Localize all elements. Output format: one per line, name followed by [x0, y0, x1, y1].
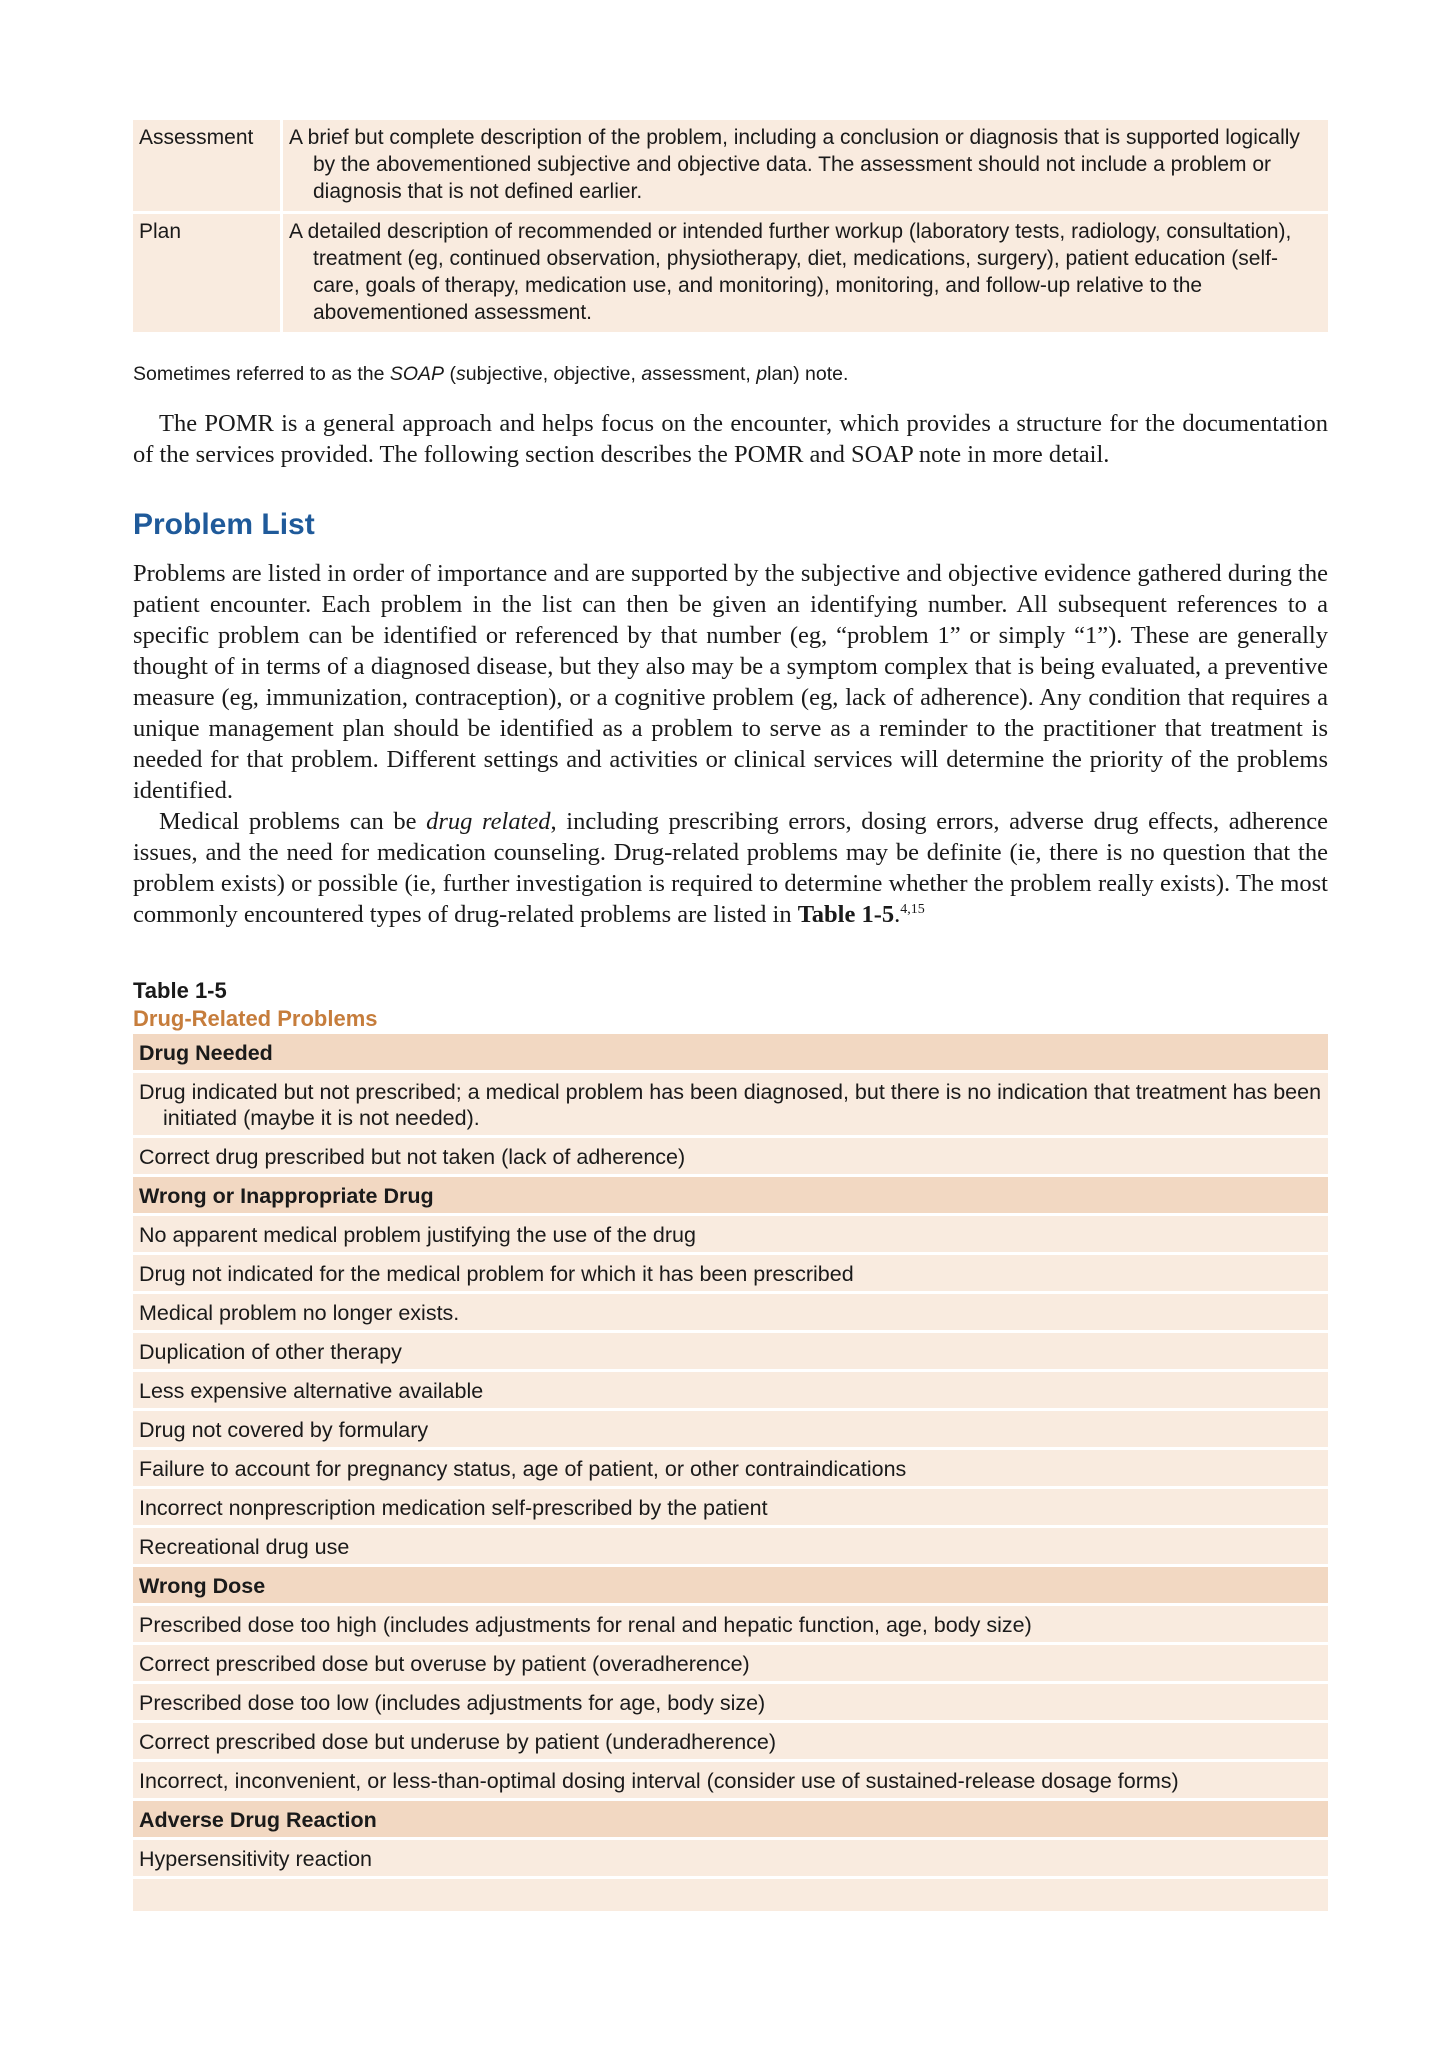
table-row: [133, 1072, 1328, 1137]
table-row: [133, 1137, 1328, 1176]
table-row: [133, 1722, 1328, 1761]
table-cell-text: Correct prescribed dose but overuse by patient (overadherence): [139, 1652, 750, 1676]
footnote-text: ubjective,: [465, 363, 554, 385]
table-row: [133, 1410, 1328, 1449]
footnote-text: bjective,: [564, 363, 642, 385]
soap-row-plan: [133, 213, 1328, 334]
table-cell-text: Drug not indicated for the medical problem for which it has been prescribed: [139, 1262, 854, 1286]
table-row: [133, 1215, 1328, 1254]
citation: 4,15: [900, 901, 925, 917]
footnote-letter: a: [641, 363, 653, 385]
table-row: [133, 1371, 1328, 1410]
table-cell: [133, 1410, 1328, 1449]
table-cell-text: Failure to account for pregnancy status, age of patient, or other contraindications: [139, 1457, 907, 1481]
table-row: [133, 1644, 1328, 1683]
table-cell: [133, 1254, 1328, 1293]
table-cell-text: Drug indicated but not prescribed; a medical problem has been diagnosed, but there is no indication that treatment has been initiated (maybe it is not needed).: [139, 1080, 1322, 1130]
table-label: Table 1-5: [133, 978, 227, 1003]
table-cell-text: Recreational drug use: [139, 1535, 350, 1559]
table-reference: Table 1-5: [797, 901, 895, 928]
intro-paragraph: The POMR is a general approach and helps focus on the encounter, which provides a structure for the documentation of the services provided. The following section describes the POMR and SOAP note in more detail.: [133, 410, 1328, 468]
table-cell-text: Medical problem no longer exists.: [139, 1301, 460, 1325]
paragraph-italic: drug related: [426, 808, 551, 835]
table-cell: [133, 1034, 1328, 1072]
paragraph-text: Medical problems can be: [159, 808, 427, 835]
table-cell: [133, 1605, 1328, 1644]
drug-related-problems-table: [133, 1034, 1328, 1914]
table-cell-text: Drug not covered by formulary: [139, 1418, 429, 1442]
table-cell-text: Correct prescribed dose but underuse by patient (underadherence): [139, 1730, 777, 1754]
footnote-letter: s: [455, 363, 466, 385]
table-row: [133, 1839, 1328, 1878]
table-footnote: [133, 363, 1328, 386]
table-row: [133, 1761, 1328, 1800]
soap-term: Plan: [133, 213, 282, 334]
table-section-header: [133, 1034, 1328, 1072]
table-cell-text: Drug Needed: [139, 1041, 273, 1065]
table-cell-text: Hypersensitivity reaction: [139, 1847, 373, 1871]
table-cell-text: Incorrect, inconvenient, or less-than-optimal dosing interval (consider use of sustained-release dosage forms): [139, 1769, 1179, 1793]
table-row: [133, 1332, 1328, 1371]
table-cell-text: Wrong Dose: [139, 1574, 266, 1598]
footnote-letter: p: [756, 363, 768, 385]
table-cell: [133, 1488, 1328, 1527]
paragraph-text: .: [894, 901, 901, 928]
table-cell-text: Less expensive alternative available: [139, 1379, 484, 1403]
table-cell-text: No apparent medical problem justifying the use of the drug: [139, 1223, 696, 1247]
table-row: [133, 1254, 1328, 1293]
table-section-header: [133, 1800, 1328, 1839]
table-cell: [133, 1449, 1328, 1488]
table-cell: [133, 1137, 1328, 1176]
table-row: [133, 1527, 1328, 1566]
table-row: [133, 1605, 1328, 1644]
table-row-empty: [133, 1878, 1328, 1913]
table-cell: [133, 1072, 1328, 1137]
table-cell-text: Prescribed dose too low (includes adjustments for age, body size): [139, 1691, 766, 1715]
table-cell: [133, 1566, 1328, 1605]
footnote-text: lan) note.: [767, 363, 849, 385]
table-cell: [133, 1761, 1328, 1800]
table-cell: [133, 1176, 1328, 1215]
table-cell: [133, 1527, 1328, 1566]
footnote-text: Sometimes referred to as the: [133, 363, 390, 385]
table-row: [133, 1449, 1328, 1488]
problem-paragraph-1: Problems are listed in order of importance and are supported by the subjective and objective evidence gathered during the patient encounter. Each problem in the list can then be given an identifying number. All subsequent references to a specific problem can be identified or referenced by that number (eg, “problem 1” or simply “1”). These are generally thought of in terms of a diagnosed disease, but they also may be a symptom complex that is being evaluated, a preventive measure (eg, immunization, contraception), or a cognitive problem (eg, lack of adherence). Any condition that requires a unique management plan should be identified as a problem to serve as a reminder to the practitioner that treatment is needed for that problem. Different settings and activities or clinical services will determine the priority of the problems identified.: [133, 560, 1328, 804]
table-cell: [133, 1683, 1328, 1722]
problem-paragraph-2: [133, 806, 1328, 930]
footnote-letter: o: [553, 363, 565, 385]
table-caption: Drug-Related Problems: [133, 1006, 378, 1031]
table-cell: [133, 1800, 1328, 1839]
footnote-soap: SOAP: [389, 363, 445, 385]
table-cell-text: Wrong or Inappropriate Drug: [139, 1184, 434, 1208]
footnote-text: ssessment,: [652, 363, 757, 385]
paragraph-text: , including prescribing errors, dosing errors, adverse drug effects, adherence issues, and the need for medication counseling. Drug-related problems may be definite (ie, there is no question that the problem exists) or possible (ie, further investigation is required to determine whether the problem really exists). The most commonly encountered types of drug-related problems are listed in: [133, 808, 1328, 928]
soap-definition-text: A brief but complete description of the problem, including a conclusion or diagnosis that is supported logically by the abovementioned subjective and objective data. The assessment should not include a problem or diagnosis that is not defined earlier.: [289, 126, 1300, 203]
table-cell: [133, 1644, 1328, 1683]
table-cell: [133, 1371, 1328, 1410]
table-row: [133, 1488, 1328, 1527]
footnote-text: (: [444, 363, 456, 385]
table-section-header: [133, 1566, 1328, 1605]
table-cell: [133, 1293, 1328, 1332]
table-cell: [133, 1878, 1328, 1913]
table-cell-text: Duplication of other therapy: [139, 1340, 402, 1364]
table-row: [133, 1293, 1328, 1332]
table-section-header: [133, 1176, 1328, 1215]
table-cell-text: Adverse Drug Reaction: [139, 1808, 377, 1832]
table-cell-text: Prescribed dose too high (includes adjustments for renal and hepatic function, age, body size): [139, 1613, 1032, 1637]
soap-definition: [282, 120, 1329, 213]
table-cell-text: Correct drug prescribed but not taken (lack of adherence): [139, 1145, 686, 1169]
soap-row-assessment: [133, 120, 1328, 213]
table-cell-text: Incorrect nonprescription medication self-prescribed by the patient: [139, 1496, 768, 1520]
table-cell: [133, 1332, 1328, 1371]
table-cell: [133, 1839, 1328, 1878]
soap-definition: [282, 213, 1329, 334]
soap-term: Assessment: [133, 120, 282, 213]
soap-definition-text: A detailed description of recommended or intended further workup (laboratory tests, radiology, consultation), treatment (eg, continued observation, physiotherapy, diet, medications, surgery), patient education (self-care, goals of therapy, medication use, and monitoring), monitoring, and follow-up relative to the abovementioned assessment.: [289, 220, 1292, 324]
table-row: [133, 1683, 1328, 1722]
document-page: [133, 120, 1328, 1914]
soap-table: [133, 120, 1328, 335]
table-cell: [133, 1722, 1328, 1761]
table-cell: [133, 1215, 1328, 1254]
section-heading: Problem List: [133, 508, 315, 541]
